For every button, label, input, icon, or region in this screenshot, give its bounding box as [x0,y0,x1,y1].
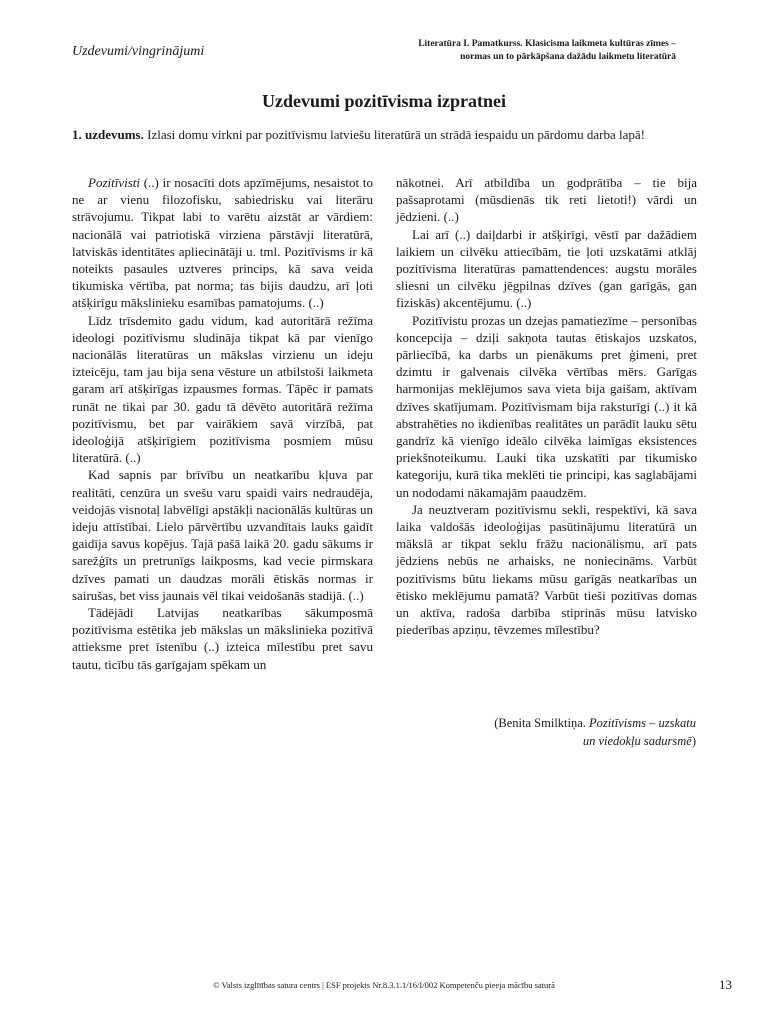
section-label: Uzdevumi/vingrinājumi [72,44,205,59]
left-paragraph: Līdz trīsdemito gadu vidum, kad autoritārā režīma ideologi pozitīvismu sludināja tikpat kā par vienīgo nacionālās literatūras un mākslas virzienu un ideju izteicēju, tam jau bija sena vēsture un atbilstoši laikmeta garam arī atšķirīgas izpausmes formas. Tāpēc ir pamats runāt ne tikai par 30. gadu tā dēvēto autoritārā režīma pozitīvismu, bet par vairākiem savā virzībā, pat ideoloģijā atšķirīgiem pozitīvisma posmiem mūsu literatūrā. (..) [72,312,373,466]
right-paragraph: Lai arī (..) daiļdarbi ir atšķirīgi, vēstī par dažādiem laikiem un cilvēku attiecībām, tie ļoti uzskatāmi atklāj pozitīvisma literatūras pamattendences: augstu morāles sliesni un cilvēku jēgpilnas dzīves (gan garīgās, gan fiziskās) akcentējumu. (..) [396,226,697,311]
task-text: Izlasi domu virkni par pozitīvismu latviešu literatūrā un strādā iespaidu un pārdomu darba lapā! [143,127,645,142]
course-header-line2: normas un to pārkāpšana dažādu laikmetu literatūrā [460,52,676,62]
source-citation [396,714,696,750]
task-label: 1. uzdevums. [72,127,144,142]
right-paragraph: nākotnei. Arī atbildība un godprātība – tie bija pašsaprotami (mūsdienās tik reti lietoti!) vārdi un jēdzieni. (..) [396,175,697,225]
page-title: Uzdevumi pozitīvisma izpratnei [262,91,506,111]
page-number: 13 [719,977,732,992]
left-column [72,174,373,673]
paragraph-lead: Pozitīvisti [88,175,140,190]
paragraph-text: (..) ir nosacīti dots apzīmējums, nesaistot to ne ar vienu filozofisku, sabiedrisku vai literāru strāvojumu. Tikpat labi to varētu aizstāt ar vārdiem: nacionālā vai patriotiskā virziena pārstāvji literatūrā, latviskās identitātes apliecinātāji u. tml. Pozitīvisms ir kā noteikts pasaules uztveres princips, kā sava veida tikumiska vērtība, pat norma; tas bijis daudzu, arī ļoti atšķirīgu mākslinieku esamības pamatojums. (..) [72,175,373,311]
right-paragraph: Pozitīvistu prozas un dzejas pamatiezīme – personības koncepcija – dziļi sakņota tautas ētiskajos uzskatos, pārliecībā, ka darbs un pienākums pret ģimeni, pret dzimtu ir galvenais cilvēka vērtības mērs. Garīgas harmonijas meklējumos sava vieta bija gaišam, aktīvam dzīves skatījumam. Pozitīvismam bija raksturīgi (..) it kā abstrahēties no ikdienības realitātes un parādīt lauku sētu gandrīz kā vienīgo ideālo cilvēka laimīgas eksistences priekšnoteikumu. Lauki tika uzskatīti par tikumisko kategoriju, kurā tika meklēti tie principi, kas saglabājami un nododami nākamajām paaudzēm. [396,312,697,500]
course-header [376,38,676,64]
left-paragraph [72,174,373,312]
left-paragraph: Kad sapnis par brīvību un neatkarību kļuva par realitāti, cenzūra un svešu varu spaidi vairs nedraudēja, veidojās visnotaļ labvēlīgi apstākļi nacionālās kultūras un ideju attīstībai. Lielo pārvērtību uzvandītais lauks gaidīt gaidīja savus kopējus. Tajā pašā laikā 20. gadu sākums ir sarežģīts un pretrunīgs laikposms, kad vecie pirmskara dzīves pamati un daudzas morāli ētiskās normas ir sairušas, bet viss jaunais vēl tikai veidošanās stadijā. (..) [72,467,373,603]
task-instruction [72,126,692,144]
course-header-line1: Literatūra I. Pamatkurss. Klasicisma laikmeta kultūras zīmes – [418,39,676,49]
footer-copyright: © Valsts izglītības satura centrs | ESF projekts Nr.8.3.1.1/16/I/002 Kompetenču pieeja mācību saturā [213,980,555,990]
citation-title-2: un viedokļu sadursmē [582,734,692,748]
right-column [396,174,697,638]
right-paragraph: Ja neuztveram pozitīvismu sekli, respektīvi, kā sava laika valdošās ideoloģijas pasūtinājumu literatūrā un mākslā ar tikpat seklu frāžu nacionālismu, arī pats jēdziens nebūs ne arhaisks, ne noniecināms. Varbūt pozitīvisms būtu liekams mūsu garīgās neatkarības un ētisko meklējumu pamatā? Varbūt tieši pozitīvas domas un aktīva, radoša darbība stiprinās mūsu latvisko piederības apziņu, tēvzemes mīlestību? [396,501,697,638]
citation-title-1: Pozitīvisms – uzskatu [589,716,696,730]
citation-suffix: ) [691,734,696,748]
citation-prefix: (Benita Smilktiņa. [494,716,590,730]
left-paragraph: Tādējādi Latvijas neatkarības sākumposmā pozitīvisma estētika jeb mākslas un mākslinieka pozitīvā attieksme pret īstenību (..) izteica mīlestību pret savu tautu, ticību tās garīgajam spēkam un [72,605,373,672]
